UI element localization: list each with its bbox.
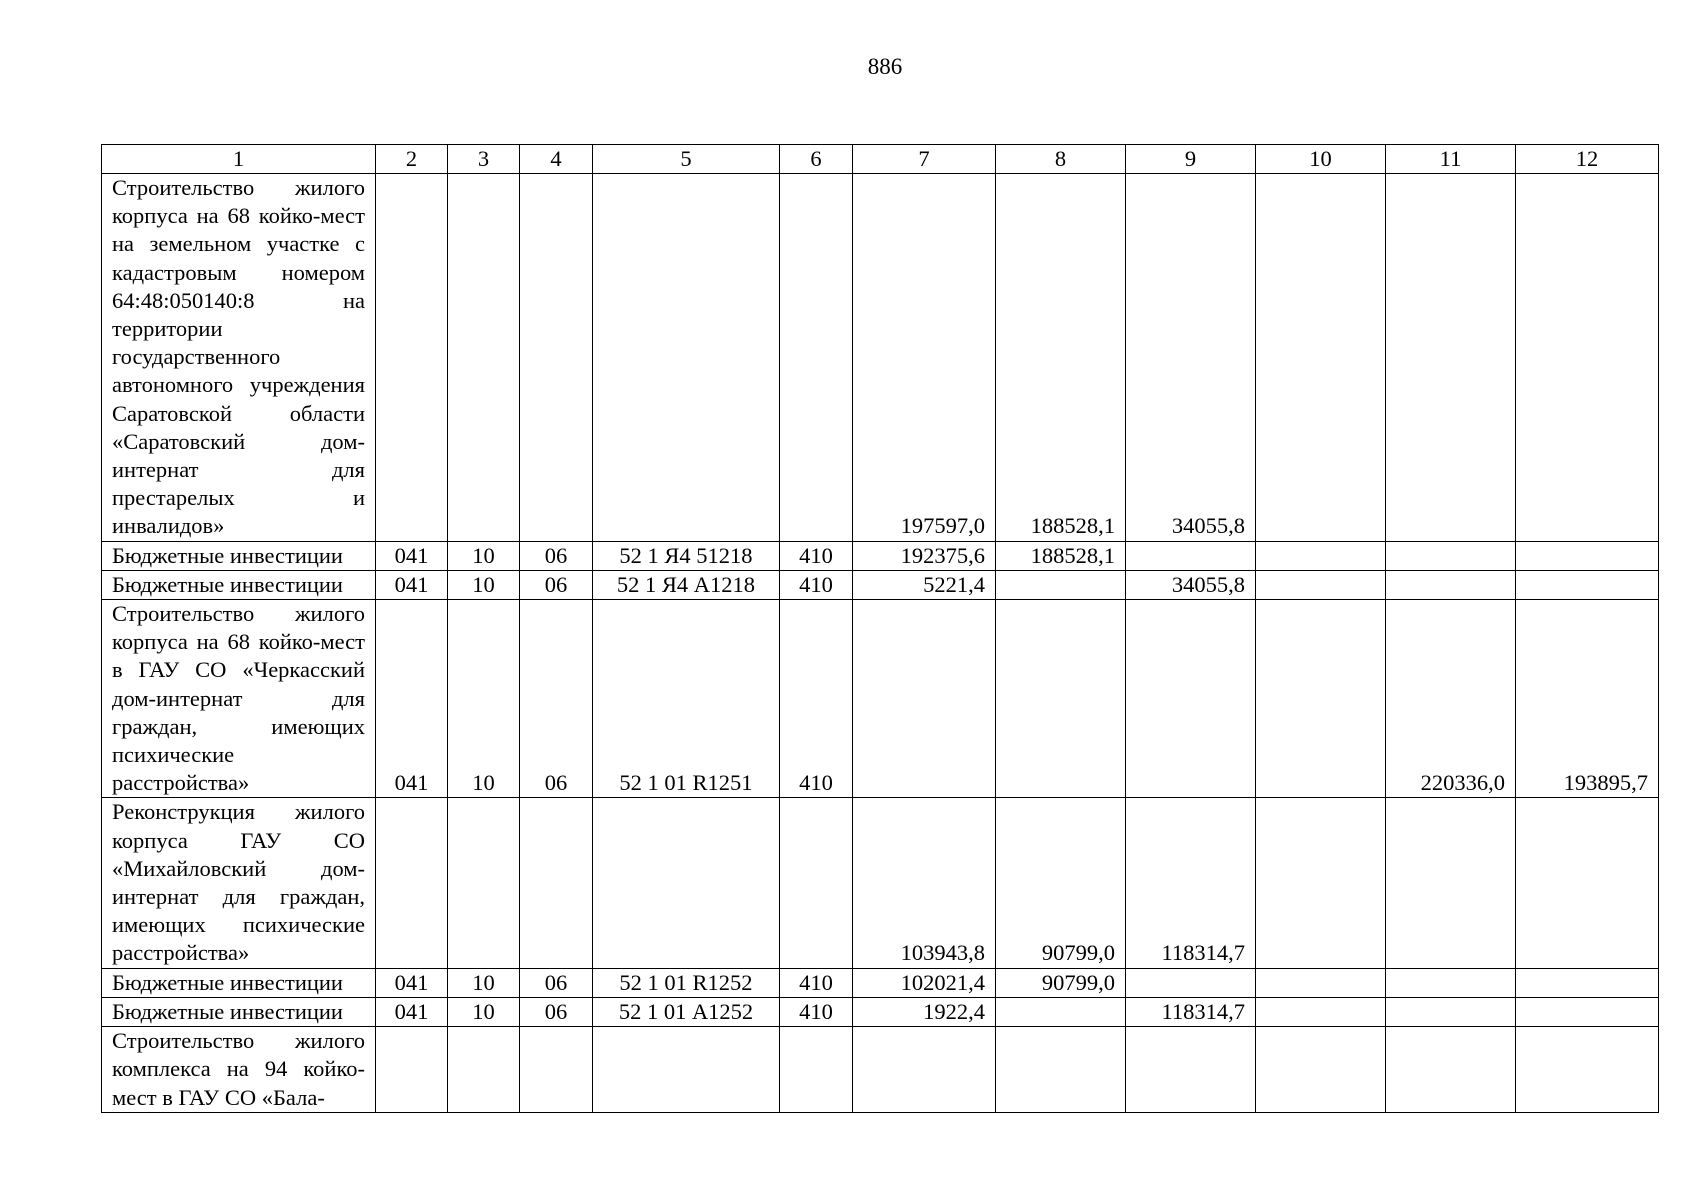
cell-c8: 188528,1	[996, 174, 1126, 542]
cell-c5: 52 1 Я4 А1218	[593, 570, 780, 599]
table-row	[102, 1027, 1659, 1113]
cell-c5: 52 1 Я4 51218	[593, 541, 780, 570]
cell-c9	[1126, 541, 1256, 570]
cell-c3	[448, 174, 520, 542]
cell-c6: 410	[780, 997, 853, 1026]
cell-c8	[996, 600, 1126, 798]
table-row	[102, 174, 1659, 542]
cell-c9	[1126, 600, 1256, 798]
cell-c4: 06	[520, 997, 593, 1026]
cell-c4: 06	[520, 541, 593, 570]
cell-c8: 90799,0	[996, 798, 1126, 968]
cell-c10	[1256, 798, 1386, 968]
table-row	[102, 600, 1659, 798]
table-row	[102, 570, 1659, 599]
cell-c9: 118314,7	[1126, 798, 1256, 968]
cell-c6	[780, 798, 853, 968]
cell-c8: 188528,1	[996, 541, 1126, 570]
cell-c10	[1256, 1027, 1386, 1113]
cell-c7: 103943,8	[853, 798, 996, 968]
cell-c12	[1516, 570, 1659, 599]
cell-c11	[1386, 570, 1516, 599]
header-cell: 10	[1256, 145, 1386, 174]
table-row	[102, 541, 1659, 570]
header-cell: 9	[1126, 145, 1256, 174]
page-number: 886	[867, 54, 903, 79]
cell-c3: 10	[448, 600, 520, 798]
cell-c9	[1126, 968, 1256, 997]
cell-c3: 10	[448, 570, 520, 599]
row-name: Строительство жилого корпуса на 68 койко-мест в ГАУ СО «Черкасский дом-интернат для граждан, имеющих психические расстройства»	[102, 600, 376, 798]
cell-c2	[376, 174, 448, 542]
cell-c12	[1516, 968, 1659, 997]
cell-c5	[593, 174, 780, 542]
row-name: Строительство жилого корпуса на 68 койко-мест на земельном участке с кадастровым номером 64:48:050140:8 на территории государственного автономного учреждения Саратовской области «Саратовский дом-интернат для престарелых и инвалидов»	[102, 174, 376, 542]
cell-c3	[448, 1027, 520, 1113]
cell-c2: 041	[376, 600, 448, 798]
cell-c11	[1386, 997, 1516, 1026]
cell-c11	[1386, 174, 1516, 542]
cell-c8: 90799,0	[996, 968, 1126, 997]
header-cell: 6	[780, 145, 853, 174]
cell-c9: 118314,7	[1126, 997, 1256, 1026]
cell-c4: 06	[520, 968, 593, 997]
cell-c3	[448, 798, 520, 968]
cell-c7: 102021,4	[853, 968, 996, 997]
cell-c12	[1516, 1027, 1659, 1113]
cell-c4: 06	[520, 600, 593, 798]
cell-c9	[1126, 1027, 1256, 1113]
cell-c10	[1256, 968, 1386, 997]
cell-c5: 52 1 01 R1252	[593, 968, 780, 997]
cell-c10	[1256, 600, 1386, 798]
cell-c11	[1386, 1027, 1516, 1113]
cell-c8	[996, 570, 1126, 599]
cell-c7: 197597,0	[853, 174, 996, 542]
cell-c8	[996, 1027, 1126, 1113]
cell-c7: 5221,4	[853, 570, 996, 599]
cell-c12	[1516, 541, 1659, 570]
row-name: Бюджетные инвестиции	[102, 997, 376, 1026]
table-row	[102, 997, 1659, 1026]
cell-c4	[520, 174, 593, 542]
header-cell: 3	[448, 145, 520, 174]
row-name: Бюджетные инвестиции	[102, 570, 376, 599]
header-cell: 8	[996, 145, 1126, 174]
header-row	[102, 145, 1659, 174]
cell-c12: 193895,7	[1516, 600, 1659, 798]
header-cell: 5	[593, 145, 780, 174]
cell-c2: 041	[376, 997, 448, 1026]
cell-c3: 10	[448, 968, 520, 997]
cell-c3: 10	[448, 541, 520, 570]
cell-c5	[593, 798, 780, 968]
cell-c6: 410	[780, 968, 853, 997]
header-cell: 7	[853, 145, 996, 174]
cell-c9: 34055,8	[1126, 174, 1256, 542]
cell-c10	[1256, 997, 1386, 1026]
row-name: Реконструкция жилого корпуса ГАУ СО «Михайловский дом-интернат для граждан, имеющих психические расстройства»	[102, 798, 376, 968]
table-row	[102, 798, 1659, 968]
cell-c7: 1922,4	[853, 997, 996, 1026]
cell-c6	[780, 174, 853, 542]
cell-c12	[1516, 174, 1659, 542]
cell-c2: 041	[376, 570, 448, 599]
cell-c10	[1256, 541, 1386, 570]
cell-c2: 041	[376, 541, 448, 570]
cell-c10	[1256, 570, 1386, 599]
table-row	[102, 968, 1659, 997]
cell-c4: 06	[520, 570, 593, 599]
budget-table	[101, 144, 1659, 1113]
cell-c3: 10	[448, 997, 520, 1026]
cell-c2: 041	[376, 968, 448, 997]
cell-c6: 410	[780, 541, 853, 570]
cell-c12	[1516, 798, 1659, 968]
cell-c7	[853, 600, 996, 798]
cell-c9: 34055,8	[1126, 570, 1256, 599]
header-cell: 1	[102, 145, 376, 174]
cell-c12	[1516, 997, 1659, 1026]
row-name: Строительство жилого комплекса на 94 койко-мест в ГАУ СО «Бала-	[102, 1027, 376, 1113]
header-cell: 4	[520, 145, 593, 174]
cell-c4	[520, 798, 593, 968]
cell-c7	[853, 1027, 996, 1113]
cell-c2	[376, 1027, 448, 1113]
cell-c11: 220336,0	[1386, 600, 1516, 798]
row-name: Бюджетные инвестиции	[102, 968, 376, 997]
cell-c6: 410	[780, 570, 853, 599]
cell-c6	[780, 1027, 853, 1113]
cell-c5: 52 1 01 R1251	[593, 600, 780, 798]
cell-c5	[593, 1027, 780, 1113]
cell-c11	[1386, 798, 1516, 968]
header-cell: 2	[376, 145, 448, 174]
cell-c2	[376, 798, 448, 968]
cell-c8	[996, 997, 1126, 1026]
cell-c5: 52 1 01 А1252	[593, 997, 780, 1026]
header-cell: 11	[1386, 145, 1516, 174]
cell-c11	[1386, 541, 1516, 570]
cell-c7: 192375,6	[853, 541, 996, 570]
cell-c4	[520, 1027, 593, 1113]
cell-c10	[1256, 174, 1386, 542]
row-name: Бюджетные инвестиции	[102, 541, 376, 570]
cell-c6: 410	[780, 600, 853, 798]
cell-c11	[1386, 968, 1516, 997]
header-cell: 12	[1516, 145, 1659, 174]
